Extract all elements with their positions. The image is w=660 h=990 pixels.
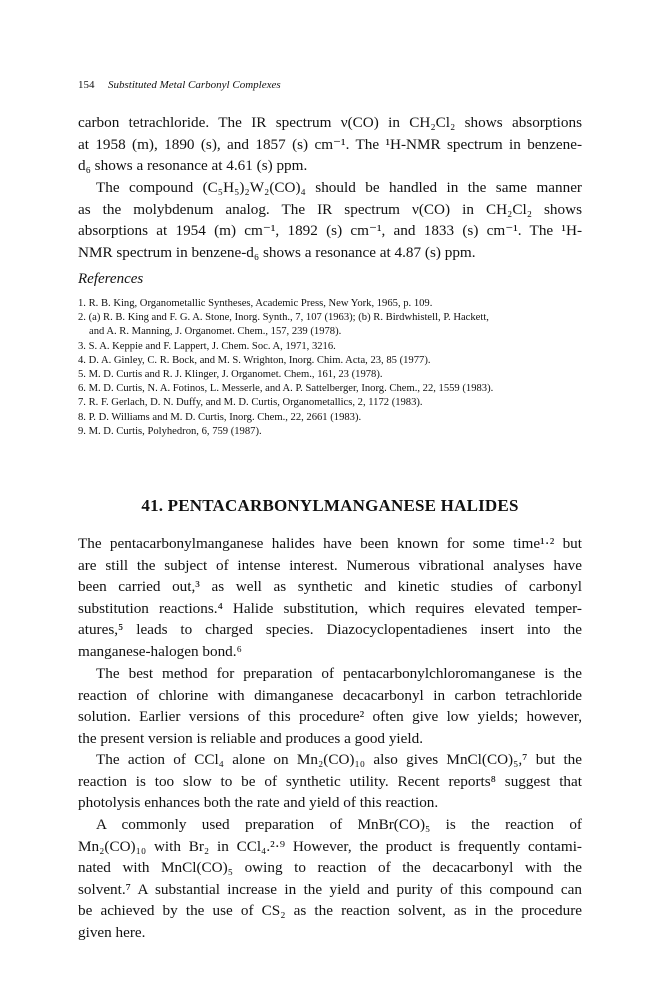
text-line: be achieved by the use of CS₂ as the reaction solvent, as in the procedure [78,902,582,920]
running-head [78,79,281,91]
reference-line: 2. (a) R. B. King and F. G. A. Stone, Inorg. Synth., 7, 107 (1963); (b) R. Birdwhistell, P. Hackett, [78,312,489,324]
text-line: A commonly used preparation of MnBr(CO)₅ is the reaction of [96,816,582,833]
text-line: nated with MnCl(CO)₅ owing to reaction of the decacarbonyl with the [78,859,582,877]
text-line: at 1958 (m), 1890 (s), and 1857 (s) cm⁻¹. The ¹H-NMR spectrum in benzene- [78,135,582,153]
paragraph-best-method [78,663,582,749]
text-line: The compound (C₅H₅)₂W₂(CO)₄ should be handled in the same manner [96,179,582,196]
text-line: given here. [78,923,146,941]
text-line: absorptions at 1954 (m) cm⁻¹, 1892 (s) cm⁻¹, and 1833 (s) cm⁻¹. The ¹H- [78,222,582,240]
references-heading: References [78,271,144,287]
text-line: the present version is reliable and produces a good yield. [78,729,423,747]
running-title: Substituted Metal Carbonyl Complexes [108,79,281,91]
reference-item: 1. R. B. King, Organometallic Syntheses, Academic Press, New York, 1965, p. 109. [78,298,433,309]
paragraph-mnbr-preparation [78,814,582,944]
reference-item: 5. M. D. Curtis and R. J. Klinger, J. Organomet. Chem., 161, 23 (1978). [78,369,383,381]
paragraph-wmo-ir-nmr [78,112,582,177]
text-line: solution. Earlier versions of this procedure² often give low yields; however, [78,708,582,726]
reference-item: 7. R. F. Gerlach, D. N. Duffy, and M. D. Curtis, Organometallics, 2, 1172 (1983). [78,397,423,409]
text-line: The best method for preparation of pentacarbonylchloromanganese is the [96,665,582,682]
reference-item: 8. P. D. Williams and M. D. Curtis, Inorg. Chem., 22, 2661 (1983). [78,411,362,423]
text-line: carbon tetrachloride. The IR spectrum ν(CO) in CH₂Cl₂ shows absorptions [78,114,582,131]
text-line: atures,⁵ leads to charged species. Diazocyclopentadienes insert into the [78,621,582,639]
text-line: The action of CCl₄ alone on Mn₂(CO)₁₀ also gives MnCl(CO)₅,⁷ but the [96,751,582,768]
page-number: 154 [78,79,95,91]
section-title: 41. PENTACARBONYLMANGANESE HALIDES [141,496,519,515]
text-line: as the molybdenum analog. The IR spectrum ν(CO) in CH₂Cl₂ shows [78,200,582,218]
reference-item: 3. S. A. Keppie and F. Lappert, J. Chem. Soc. A, 1971, 3216. [78,340,336,352]
reference-item [78,311,582,339]
text-line: reaction is too slow to be of synthetic utility. Recent reports⁸ suggest that [78,772,582,790]
paragraph-ccl4-action [78,749,582,814]
paragraph-tungsten-compound [78,177,582,263]
reference-line: and A. R. Manning, J. Organomet. Chem., 157, 239 (1978). [89,326,342,338]
references-list [78,297,582,439]
reference-item: 9. M. D. Curtis, Polyhedron, 6, 759 (1987). [78,425,262,437]
text-line: NMR spectrum in benzene-d₆ shows a resonance at 4.87 (s) ppm. [78,243,476,261]
text-line: manganese-halogen bond.⁶ [78,642,242,660]
text-line: substitution reactions.⁴ Halide substitution, which requires elevated temper- [78,599,582,617]
text-line: solvent.⁷ A substantial increase in the yield and purity of this compound can [78,880,582,898]
reference-item: 4. D. A. Ginley, C. R. Bock, and M. S. Wrighton, Inorg. Chim. Acta, 23, 85 (1977). [78,354,431,366]
text-line: been carried out,³ as well as synthetic and kinetic studies of carbonyl [78,578,582,596]
text-line: The pentacarbonylmanganese halides have been known for some time¹·² but [78,535,582,552]
reference-item: 6. M. D. Curtis, N. A. Fotinos, L. Messerle, and A. P. Sattelberger, Inorg. Chem., 22, 1559 (1983). [78,383,494,395]
text-line: Mn₂(CO)₁₀ with Br₂ in CCl₄.²·⁹ However, the product is frequently contami- [78,837,582,855]
text-line: d₆ shows a resonance at 4.61 (s) ppm. [78,157,308,175]
text-line: photolysis enhances both the rate and yield of this reaction. [78,794,439,812]
text-line: are still the subject of intense interest. Numerous vibrational analyses have [78,556,582,574]
text-line: reaction of chlorine with dimanganese decacarbonyl in carbon tetrachloride [78,686,582,704]
paragraph-introduction [78,533,582,663]
